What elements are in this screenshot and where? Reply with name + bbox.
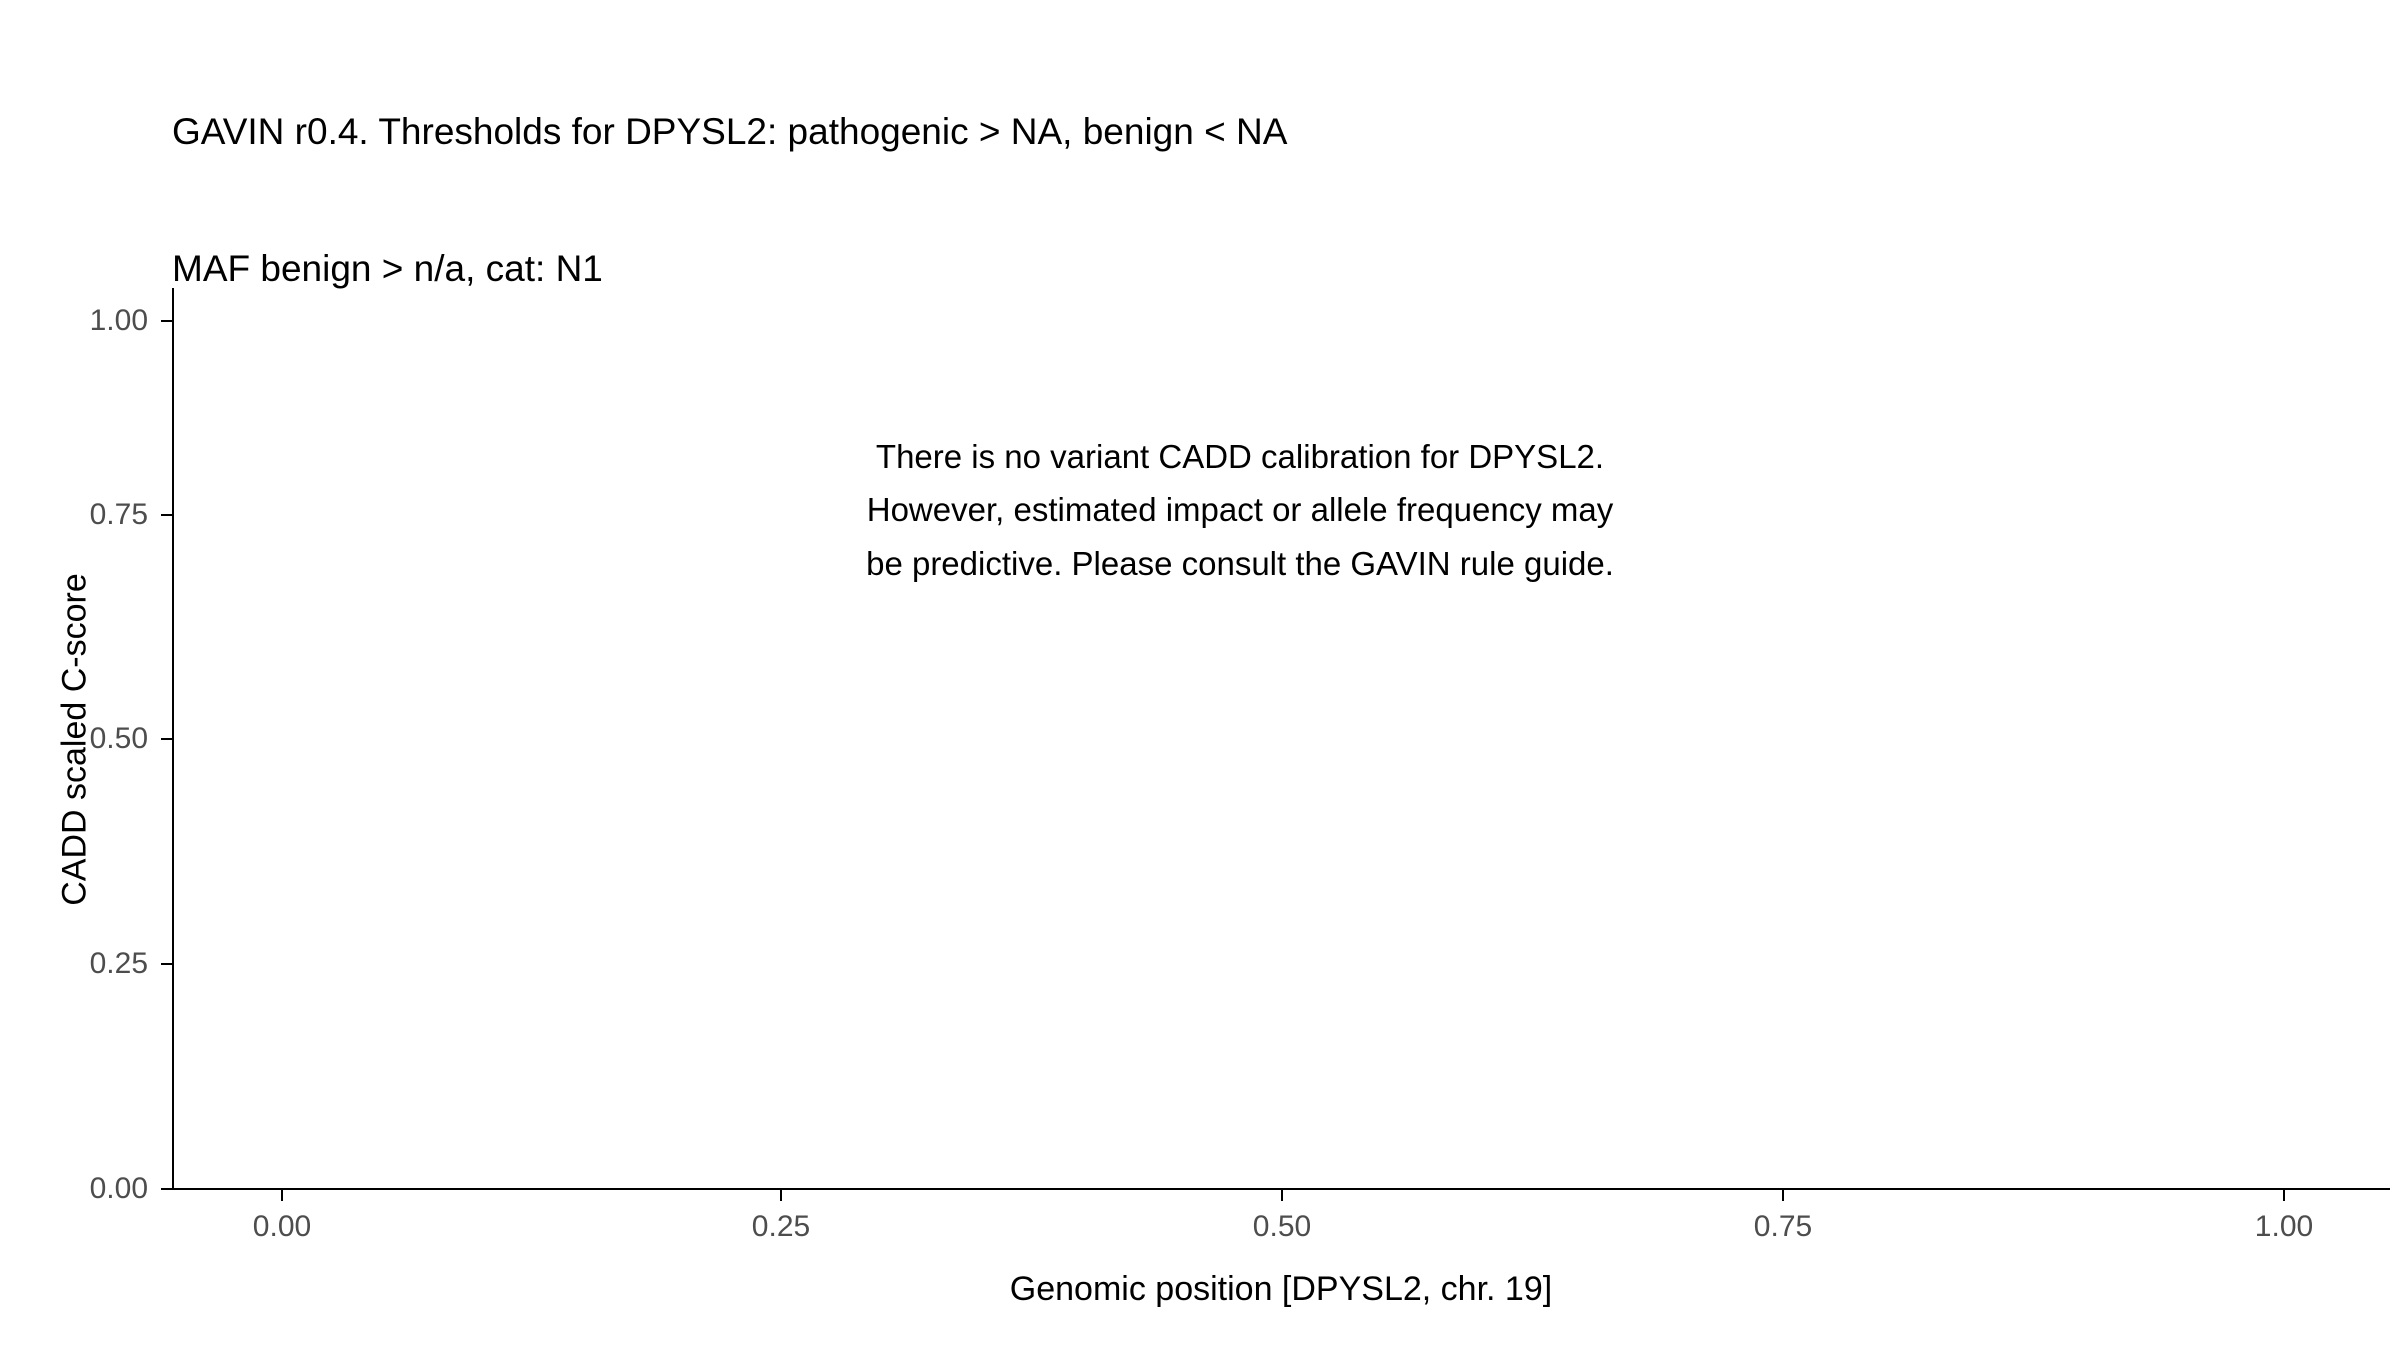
y-tick-label-2: 0.50 — [89, 722, 148, 755]
x-tick-label-0: 0.00 — [252, 1210, 312, 1243]
x-tick-label-3: 0.75 — [1753, 1210, 1813, 1243]
no-calibration-annotation — [640, 430, 1840, 590]
x-tick-mark-4 — [2283, 1190, 2285, 1201]
y-tick-mark-3 — [161, 514, 172, 516]
chart-title-line-1: GAVIN r0.4. Thresholds for DPYSL2: pathogenic > NA, benign < NA — [172, 111, 1288, 152]
y-tick-label-0: 0.00 — [89, 1172, 148, 1205]
y-tick-mark-1 — [161, 963, 172, 965]
x-tick-mark-2 — [1281, 1190, 1283, 1201]
x-tick-label-1: 0.25 — [751, 1210, 811, 1243]
annotation-line-1: There is no variant CADD calibration for DPYSL2. — [875, 438, 1605, 475]
y-tick-label-3: 0.75 — [89, 498, 148, 531]
y-tick-mark-2 — [161, 738, 172, 740]
y-axis-title: CADD scaled C-score — [55, 573, 94, 906]
x-tick-label-4: 1.00 — [2254, 1210, 2314, 1243]
y-tick-label-1: 0.25 — [89, 947, 148, 980]
x-tick-label-2: 0.50 — [1252, 1210, 1312, 1243]
y-tick-label-4: 1.00 — [89, 304, 148, 337]
plot-panel — [172, 290, 2389, 1188]
chart-title-line-2: MAF benign > n/a, cat: N1 — [172, 247, 603, 289]
annotation-line-3: be predictive. Please consult the GAVIN rule guide. — [866, 544, 1614, 582]
x-tick-mark-1 — [780, 1190, 782, 1201]
x-tick-mark-0 — [281, 1190, 283, 1201]
x-axis-title: Genomic position [DPYSL2, chr. 19] — [1009, 1270, 1553, 1308]
annotation-line-2: However, estimated impact or allele frequency may — [866, 491, 1614, 529]
plot-background — [172, 290, 2389, 1188]
x-tick-mark-3 — [1782, 1190, 1784, 1201]
y-tick-mark-4 — [161, 320, 172, 322]
y-axis-line — [172, 288, 174, 1190]
y-tick-mark-0 — [161, 1188, 172, 1190]
